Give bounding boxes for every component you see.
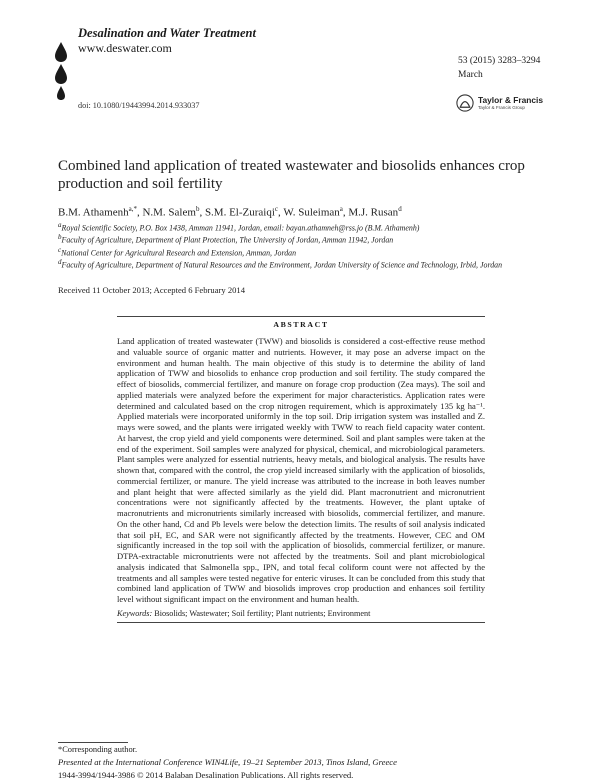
copyright-line: 1944-3994/1944-3986 © 2014 Balaban Desalination Publications. All rights reserved.	[58, 770, 354, 780]
abstract-heading: ABSTRACT	[273, 320, 329, 329]
author-sup: b	[195, 205, 200, 213]
author-name: B.M. Athamenh	[58, 206, 129, 219]
affiliation-sup: a	[58, 221, 62, 229]
author-sep: ,	[342, 206, 349, 219]
abstract-text: Land application of treated wastewater (TWW) and biosolids is considered a cost-effective reuse method and valuable source of organic matter and nutrients. However, it may pose an adverse impact on the environment and human health. The main objective of this study is to determine the ability of land application of TWW and biosolids to enhance crop production and soil fertility. The study compared the effect of biosolids, commercial fertilizer, and manure on forage crop production (Zea mays). The soil and applied materials were analyzed before the experiment for major characteristics. Application rates were determined and calculated based on the crop nitrogen requirement, which is approximately 135 kg ha⁻¹. Applied materials were incorporated uniformly in the top soil. Drip irrigation system was installed and Z. mays were sowed, and the plants were irrigated weekly with TWW to reach field capacity water content. At harvest, the crop yield and yield components were determined. Soil and plant samples were taken at the end of the experiment. Soil samples were analyzed for physical, chemical, and microbiological parameters. Plant samples were analyzed for essential nutrients, heavy metals, and biological analysis. The results have shown that, compared with the control, the crop yield increased similarly with the application of biosolids, commercial fertilizer, or manure. The yield increase was attributed to the increase in both leaves number and plant height that were affected similarly as the yield did. Plant macronutrient and micronutrient concentrations were not significantly affected by the treatments. However, the plant uptake of macronutrients and micronutrients similarly increased with biosolids, commercial fertilizer, and manure. On the other hand, Cd and Pb levels were below the detection limits. The results of soil analysis indicated that soil pH, EC, and SAR were not significantly affected by the treatments. However, CEC and OM significantly increased in the top soil with the application of biosolids, commercial fertilizer, or manure. DTPA-extractable micronutrients were not affected by the treatments. Soil and plant microbiological analysis indicated that Salmonella spp., IPN, and total fecal coliform count were not affected by the treatments and all samples were tested negative for enteric viruses. It can be concluded from this study that combined land application of TWW and biosolids improves crop production and enhances soil fertility level without significant impact on the environment and human health.	[117, 336, 485, 604]
author-list	[58, 205, 402, 219]
footnote-rule	[58, 742, 128, 743]
issue-month: March	[458, 70, 483, 80]
author-sup: d	[398, 205, 402, 213]
doi-link[interactable]: doi: 10.1080/19443994.2014.933037	[78, 101, 200, 110]
author-sep: ,	[199, 206, 205, 219]
conference-note: Presented at the International Conference WIN4Life, 19–21 September 2013, Tinos Island, Greece	[58, 757, 397, 767]
affiliation	[58, 221, 548, 233]
publisher-group: Taylor & Francis Group	[478, 104, 525, 110]
affiliation-text: Faculty of Agriculture, Department of Natural Resources and the Environment, Jordan University of Science and Technology, Irbid, Jordan	[61, 260, 503, 270]
affiliation-sup: c	[58, 245, 62, 254]
keywords	[117, 609, 485, 618]
paper-title: Combined land application of treated wastewater and biosolids enhances crop production and soil fertility	[58, 158, 525, 192]
corresponding-author-note: *Corresponding author.	[58, 745, 138, 754]
affiliation-sup: b	[58, 233, 62, 242]
author-name: N.M. Salem	[142, 206, 196, 219]
author-sep: ,	[278, 206, 284, 219]
received-dates: Received 11 October 2013; Accepted 6 February 2014	[58, 285, 246, 295]
author-name: M.J. Rusan	[348, 206, 399, 219]
issue-info: 53 (2015) 3283–3294	[458, 56, 541, 66]
author-name: S.M. El-Zuraiqi	[204, 206, 275, 219]
journal-url[interactable]: www.deswater.com	[78, 41, 172, 55]
journal-logo-icon	[52, 40, 70, 102]
affiliation-list	[58, 221, 548, 271]
author-sup: c	[274, 205, 279, 213]
affiliation-sup: d	[58, 258, 62, 267]
keywords-label: Keywords:	[117, 609, 153, 618]
affiliation	[58, 246, 548, 258]
author-sup: a,*	[128, 205, 137, 213]
affiliation-text: Faculty of Agriculture, Department of Plant Protection, The University of Jordan, Amman 11942, Jordan	[61, 236, 394, 246]
publisher-name: Taylor & Francis	[478, 94, 544, 105]
author-name: W. Suleiman	[283, 206, 340, 219]
author-sep: ,	[136, 206, 143, 219]
abstract-bottom-rule	[117, 622, 485, 623]
keywords-text: Biosolids; Wastewater; Soil fertility; Plant nutrients; Environment	[154, 609, 371, 618]
affiliation	[58, 233, 548, 245]
affiliation	[58, 258, 548, 270]
affiliation-text: National Center for Agricultural Research and Extension, Amman, Jordan	[61, 248, 297, 258]
journal-title: Desalination and Water Treatment	[78, 26, 256, 40]
publisher-logo	[456, 91, 560, 115]
publisher-logo-icon	[456, 94, 474, 112]
abstract-top-rule	[117, 316, 485, 317]
author-sup: a	[339, 205, 343, 213]
affiliation-text: Royal Scientific Society, P.O. Box 1438, Amman 11941, Jordan, email: bayan.athamneh@rss.jo (B.M. Athamenh)	[61, 223, 420, 233]
